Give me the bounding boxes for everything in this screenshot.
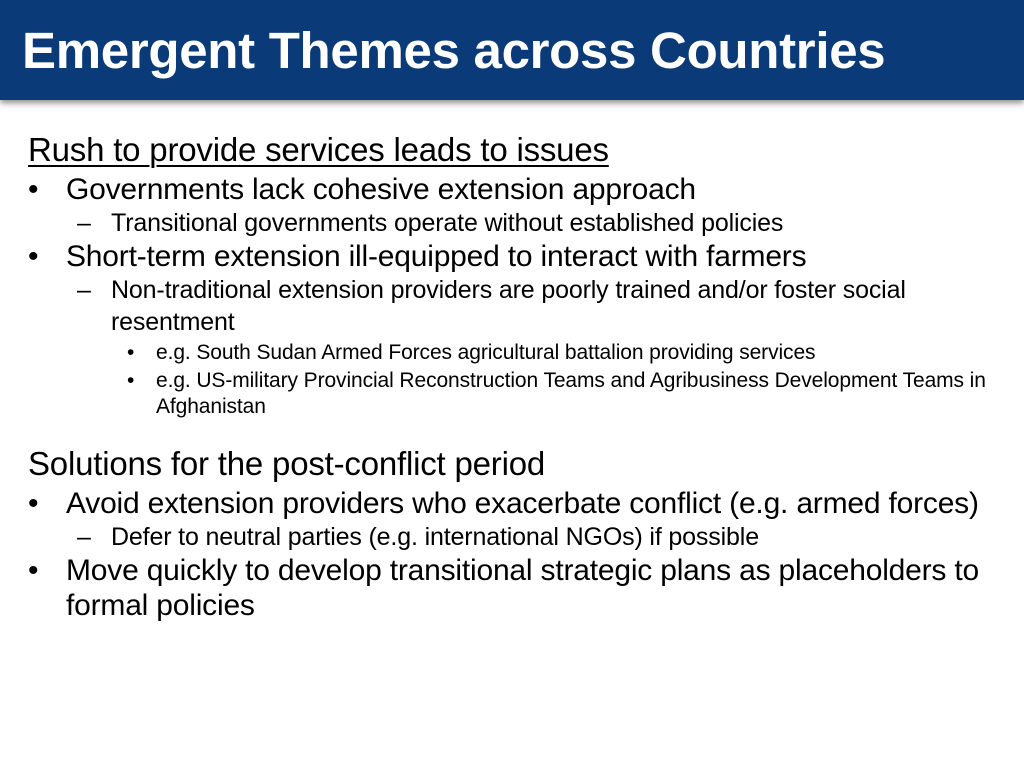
- section-heading-solutions: Solutions for the post-conflict period: [28, 445, 546, 482]
- bullet-marker: •: [127, 369, 135, 392]
- bullet-governments-lack: [28, 172, 988, 207]
- bullet-marker: •: [127, 341, 135, 364]
- bullet-short-term-extension: [28, 239, 988, 274]
- bullet-text: Governments lack cohesive extension approach: [66, 173, 696, 206]
- sub-bullet-text: Defer to neutral parties (e.g. international NGOs) if possible: [111, 523, 759, 551]
- dash-marker: –: [77, 209, 91, 237]
- sub-bullet-defer-neutral: [28, 521, 988, 553]
- sub-bullet-text: Transitional governments operate without established policies: [111, 209, 784, 237]
- bullet-marker: •: [28, 173, 39, 206]
- slide-title: Emergent Themes across Countries: [22, 22, 886, 79]
- sub-bullet-text: Non-traditional extension providers are poorly trained and/or foster social resentment: [111, 276, 906, 336]
- bullet-marker: •: [28, 487, 39, 520]
- bullet-marker: •: [28, 554, 39, 587]
- sub-bullet-non-traditional-providers: [28, 274, 988, 338]
- example-text: e.g. South Sudan Armed Forces agricultural battalion providing services: [156, 341, 816, 364]
- example-text: e.g. US-military Provincial Reconstruction Teams and Agribusiness Development Teams in Afghanistan: [156, 369, 986, 418]
- slide-content: [28, 128, 988, 623]
- bullet-text: Short-term extension ill-equipped to interact with farmers: [66, 240, 807, 273]
- title-bar: [0, 0, 1024, 100]
- sub-bullet-transitional-governments: [28, 207, 988, 239]
- example-us-military: [28, 368, 988, 420]
- bullet-avoid-providers: [28, 486, 988, 521]
- example-south-sudan: [28, 340, 988, 366]
- dash-marker: –: [77, 523, 91, 551]
- bullet-text: Avoid extension providers who exacerbate conflict (e.g. armed forces): [66, 487, 979, 520]
- bullet-text: Move quickly to develop transitional strategic plans as placeholders to formal policies: [66, 554, 979, 622]
- bullet-marker: •: [28, 240, 39, 273]
- bullet-move-quickly: [28, 553, 988, 623]
- section-heading-rush: Rush to provide services leads to issues: [28, 131, 609, 168]
- dash-marker: –: [77, 276, 91, 304]
